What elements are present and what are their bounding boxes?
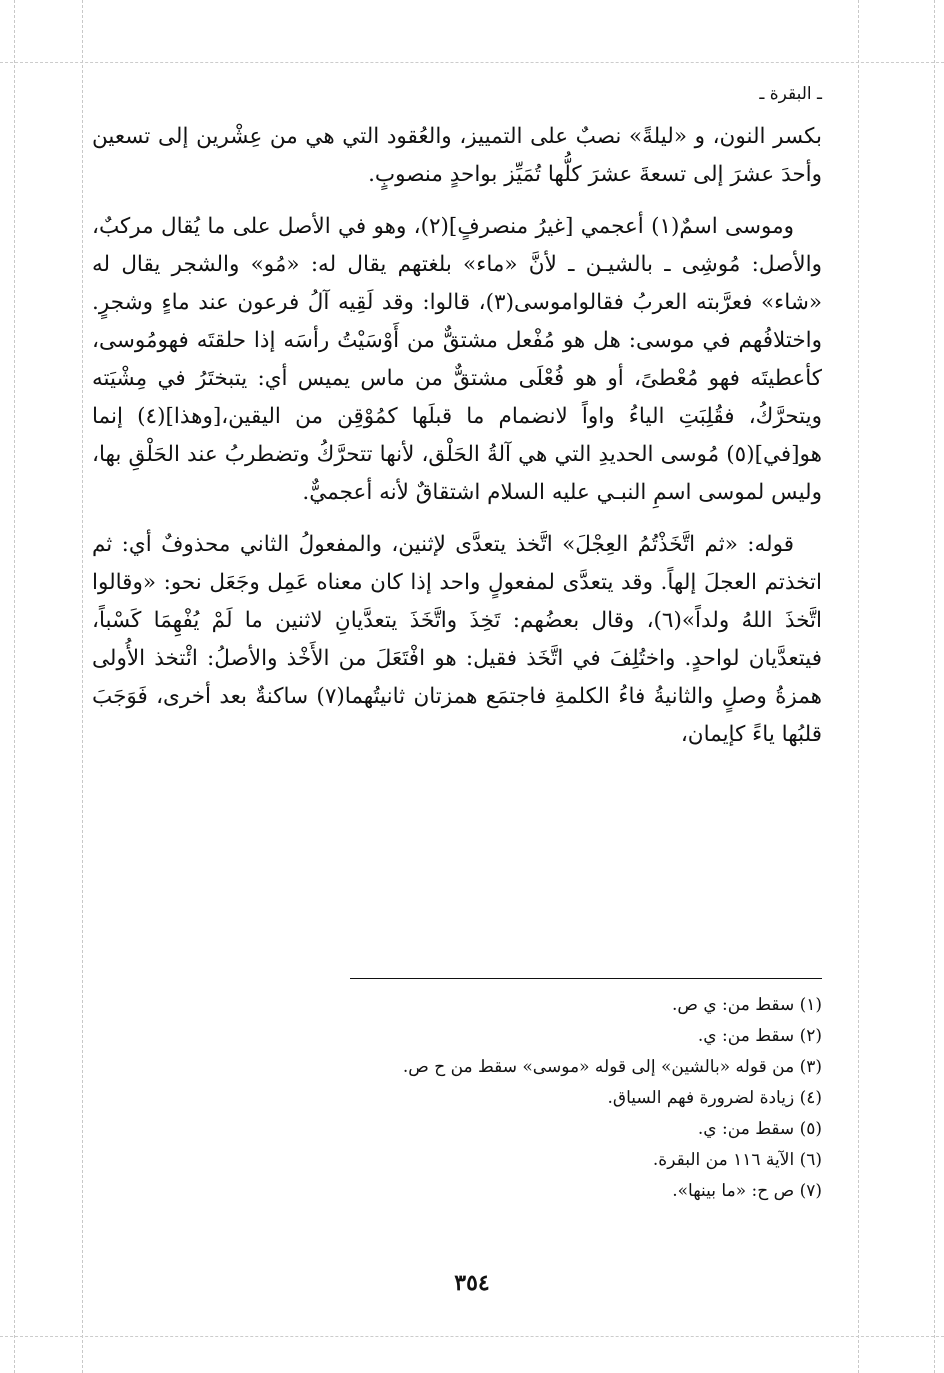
- page-number: ٣٥٤: [454, 1270, 490, 1296]
- scan-guide-line: [858, 0, 859, 1373]
- scan-guide-line: [0, 62, 944, 63]
- book-page: [92, 84, 822, 768]
- scan-guide-line: [82, 0, 83, 1373]
- footnote-item: (٥) سقط من: ي.: [697, 1119, 822, 1139]
- body-paragraph-2: [92, 208, 822, 512]
- footnote-item: (٦) الآية ١١٦ من البقرة.: [652, 1150, 822, 1170]
- scan-guide-line: [14, 0, 15, 1373]
- footnote-item: (٣) من قوله «بالشين» إلى قوله «موسى» سقط من ح ص.: [402, 1057, 822, 1077]
- scan-guide-line: [0, 1336, 944, 1337]
- paragraph-text: بكسر النون، و «ليلةً» نصبٌ على التمييز، والعُقود التي هي من عِشْرين إلى تسعين وأحدَ عشرَ إلى تسعةَ عشرَ كلُّها تُمَيِّز بواحدٍ منصوبٍ.: [92, 124, 822, 187]
- body-paragraph-3: [92, 526, 822, 754]
- footnote-item: (١) سقط من: ي ص.: [671, 995, 822, 1015]
- footnote-item: (٧) ص ح: «ما بينها».: [672, 1181, 822, 1201]
- footnote-separator: [350, 978, 822, 979]
- footnotes-list: [92, 990, 822, 1207]
- paragraph-text: قوله: «ثم اتَّخَذْتُمُ العِجْلَ» اتَّخذ يتعدَّى لإثنين، والمفعولُ الثاني محذوفٌ أي: ثم اتخذتم العجلَ إلهاً. وقد يتعدَّى لمفعولٍ واحد إذا كان معناه عَمِل وجَعَل نحو: «وقالوا اتَّخذَ اللهُ ولداً»(٦)، وقال بعضُهم: تَخِذَ واتَّخَذَ يتعدَّيانِ لاثنين ما لَمْ يُفْهِمَا كَسْباً، فيتعدَّيان لواحدٍ. واختُلِفَ في اتَّخَذ فقيل: هو افْتَعَلَ من الأَخْذ والأصلُ: ائْتخذ الأُولى همزةُ وصلٍ والثانيةُ فاءُ الكلمةِ فاجتمَع همزتان ثانيتُهما(٧) ساكنةٌ بعد أخرى، فَوَجَبَ قلبُها ياءً كإيمان،: [92, 532, 822, 747]
- paragraph-text: وموسى اسمٌ(١) أعجمي [غيرُ منصرفٍ](٢)، وهو في الأصل على ما يُقال مركبٌ، والأصل: مُوشِى ـ بالشيـن ـ لأنَّ «ماء» بلغتهم يقال له: «مُو» والشجر يقال له «شاء» فعرَّبته العربُ فقالواموسى(٣)، قالوا: وقد لَقِيه آلُ فرعون عند ماءٍ وشجرٍ. واختلافُهم في موسى: هل هو مُفْعل مشتقٌّ من أَوْسَيْتُ رأسَه إذا حلقتَه فهومُوسى، كأعطيتَه فهو مُعْطىً، أو هو فُعْلَى مشتقٌّ من ماس يميس أي: يتبختَرُ في مِشْيَته ويتحرَّكُ، فقُلِبَتِ الياءُ واواً لانضمام ما قبلَها كمُوْقِن من اليقين،[وهذا](٤) إنما هو[في](٥) مُوسى الحديدِ التي هي آلةُ الحَلْق، لأنها تتحرَّكُ وتضطربُ عند الحَلْقِ بها، وليس لموسى اسمِ النبـي عليه السلام اشتقاقٌ لأنه أعجميٌّ.: [92, 214, 822, 505]
- running-header: ـ البقرة ـ: [759, 84, 822, 104]
- scan-guide-line: [934, 0, 935, 1373]
- footnote-item: (٤) زيادة لضرورة فهم السياق.: [607, 1088, 822, 1108]
- footnote-item: (٢) سقط من: ي.: [697, 1026, 822, 1046]
- body-paragraph-1: [92, 118, 822, 194]
